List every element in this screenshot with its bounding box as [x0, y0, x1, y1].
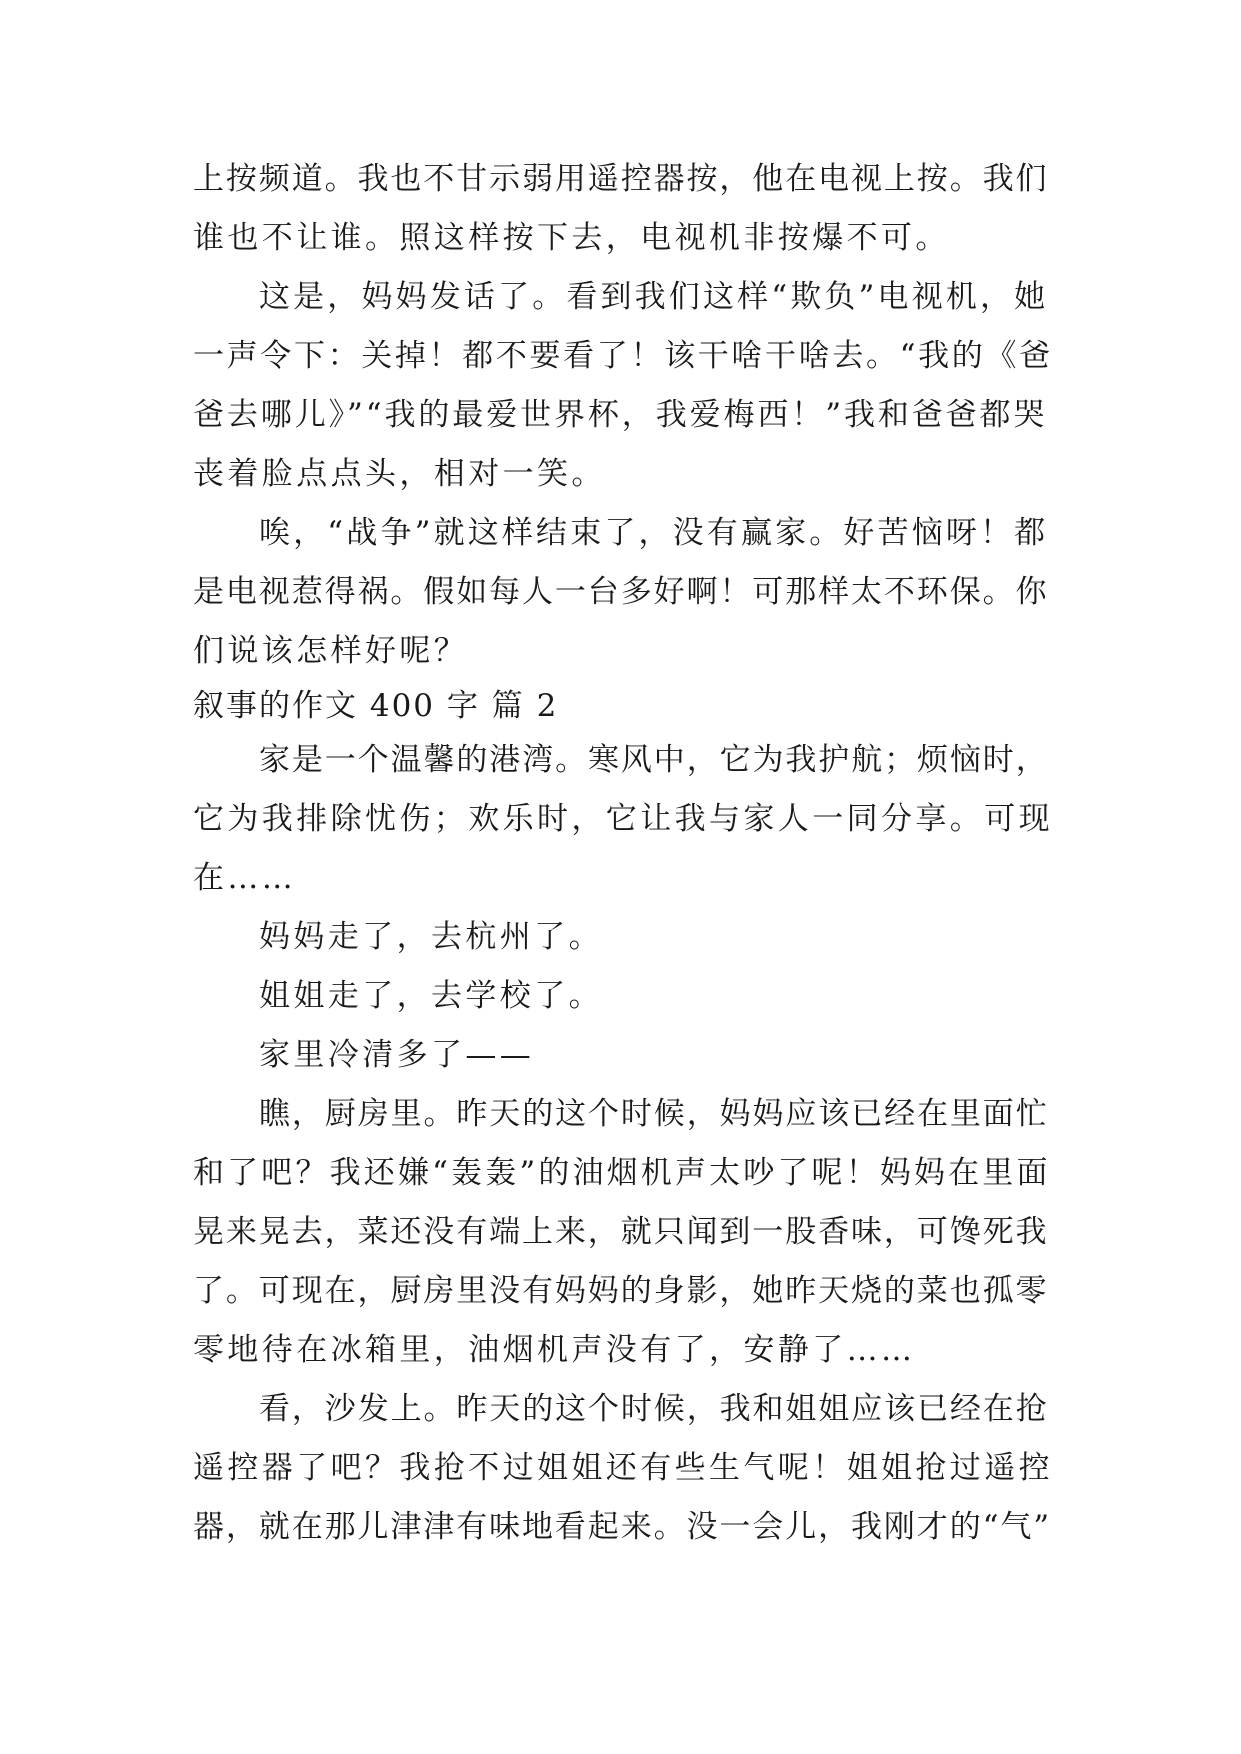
text-line: 爸去哪儿》”“我的最爱世界杯，我爱梅西！”我和爸爸都哭: [193, 397, 1048, 433]
document-body: [193, 150, 1053, 1557]
paragraph-start-line: 家是一个温馨的港湾。寒风中，它为我护航；烦恼时，: [259, 742, 1049, 778]
section-heading: 叙事的作文 400 字 篇 2: [193, 688, 559, 724]
text-line: 它为我排除忧伤；欢乐时，它让我与家人一同分享。可现: [193, 801, 1053, 837]
text-line: 一声令下：关掉！都不要看了！该干啥干啥去。“我的《爸: [193, 338, 1053, 374]
text-line: 器，就在那儿津津有味地看起来。没一会儿，我刚才的“气”: [193, 1509, 1051, 1545]
paragraph-start-line: 看，沙发上。昨天的这个时候，我和姐姐应该已经在抢: [259, 1391, 1049, 1427]
paragraph-start-line: 瞧，厨房里。昨天的这个时候，妈妈应该已经在里面忙: [259, 1096, 1049, 1132]
paragraph-start-line: 这是，妈妈发话了。看到我们这样“欺负”电视机，她: [259, 279, 1049, 315]
text-line: 了。可现在，厨房里没有妈妈的身影，她昨天烧的菜也孤零: [193, 1273, 1049, 1309]
text-line: 零地待在冰箱里，油烟机声没有了，安静了……: [193, 1332, 916, 1368]
paragraph-start-line: 姐姐走了，去学校了。: [259, 978, 603, 1014]
text-line: 是电视惹得祸。假如每人一台多好啊！可那样太不环保。你: [193, 574, 1049, 610]
text-line: 谁也不让谁。照这样按下去，电视机非按爆不可。: [193, 220, 950, 256]
text-line: 和了吧？我还嫌“轰轰”的油烟机声太吵了呢！妈妈在里面: [193, 1155, 1051, 1191]
paragraph-start-line: 唉，“战争”就这样结束了，没有赢家。好苦恼呀！都: [259, 515, 1049, 551]
text-line: 上按频道。我也不甘示弱用遥控器按，他在电视上按。我们: [193, 161, 1049, 197]
text-line: 遥控器了吧？我抢不过姐姐还有些生气呢！姐姐抢过遥控: [193, 1450, 1053, 1486]
text-line: 丧着脸点点头，相对一笑。: [193, 456, 606, 492]
paragraph-start-line: 妈妈走了，去杭州了。: [259, 919, 603, 955]
paragraph-start-line: 家里冷清多了——: [259, 1037, 535, 1073]
text-line: 们说该怎样好呢？: [193, 633, 469, 669]
text-line: 晃来晃去，菜还没有端上来，就只闻到一股香味，可馋死我: [193, 1214, 1049, 1250]
text-line: 在……: [193, 860, 297, 896]
